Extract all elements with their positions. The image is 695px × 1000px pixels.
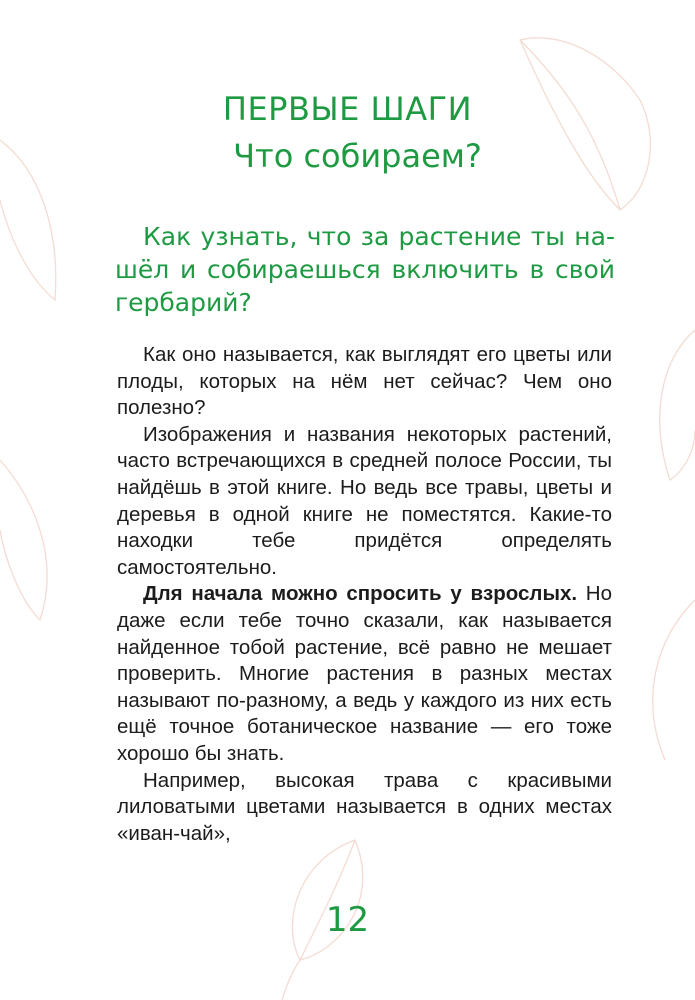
chapter-subtitle: Что собираем? [233, 137, 482, 175]
leaf-outline-right [660, 330, 695, 480]
lead-question: Как узнать, что за растение ты нашёл и собираешься включить в свой гербарий? [115, 222, 615, 317]
leaf-stem-bottom-center [282, 960, 300, 1000]
body-text [117, 342, 612, 847]
paragraph-1: Как оно называется, как выглядят его цветы или плоды, которых на нём нет сейчас? Чем оно полезно? [117, 343, 612, 420]
paragraph-3 [117, 581, 612, 767]
paragraph-3-rest: Но даже если тебе точно сказали, как называется найденное тобой растение, всё равно не мешает проверить. Многие растения в разных местах называют по-разному, а ведь у каждого из них есть ещё точное ботаническое название — его тоже хорошо бы знать. [117, 582, 612, 765]
paragraph-4: Например, высокая трава с красивыми лиловатыми цветами называется в одних местах «иван-чай», [117, 768, 612, 845]
leaf-outline-bottom-left [0, 460, 47, 620]
leaf-outline-bottom-right [653, 600, 695, 760]
chapter-title: ПЕРВЫЕ ШАГИ [222, 90, 473, 128]
paragraph-2: Изображения и названия некоторых растений, часто встречающихся в средней полосе России, ты найдёшь в этой книге. Но ведь все травы, цветы и деревья в одной книге не поместятся. Какие-то находки тебе придётся определять самостоятельно. [117, 422, 612, 579]
page-number: 12 [325, 900, 370, 940]
paragraph-3-bold-lead: Для начала можно спросить у взрослых. [143, 582, 578, 606]
